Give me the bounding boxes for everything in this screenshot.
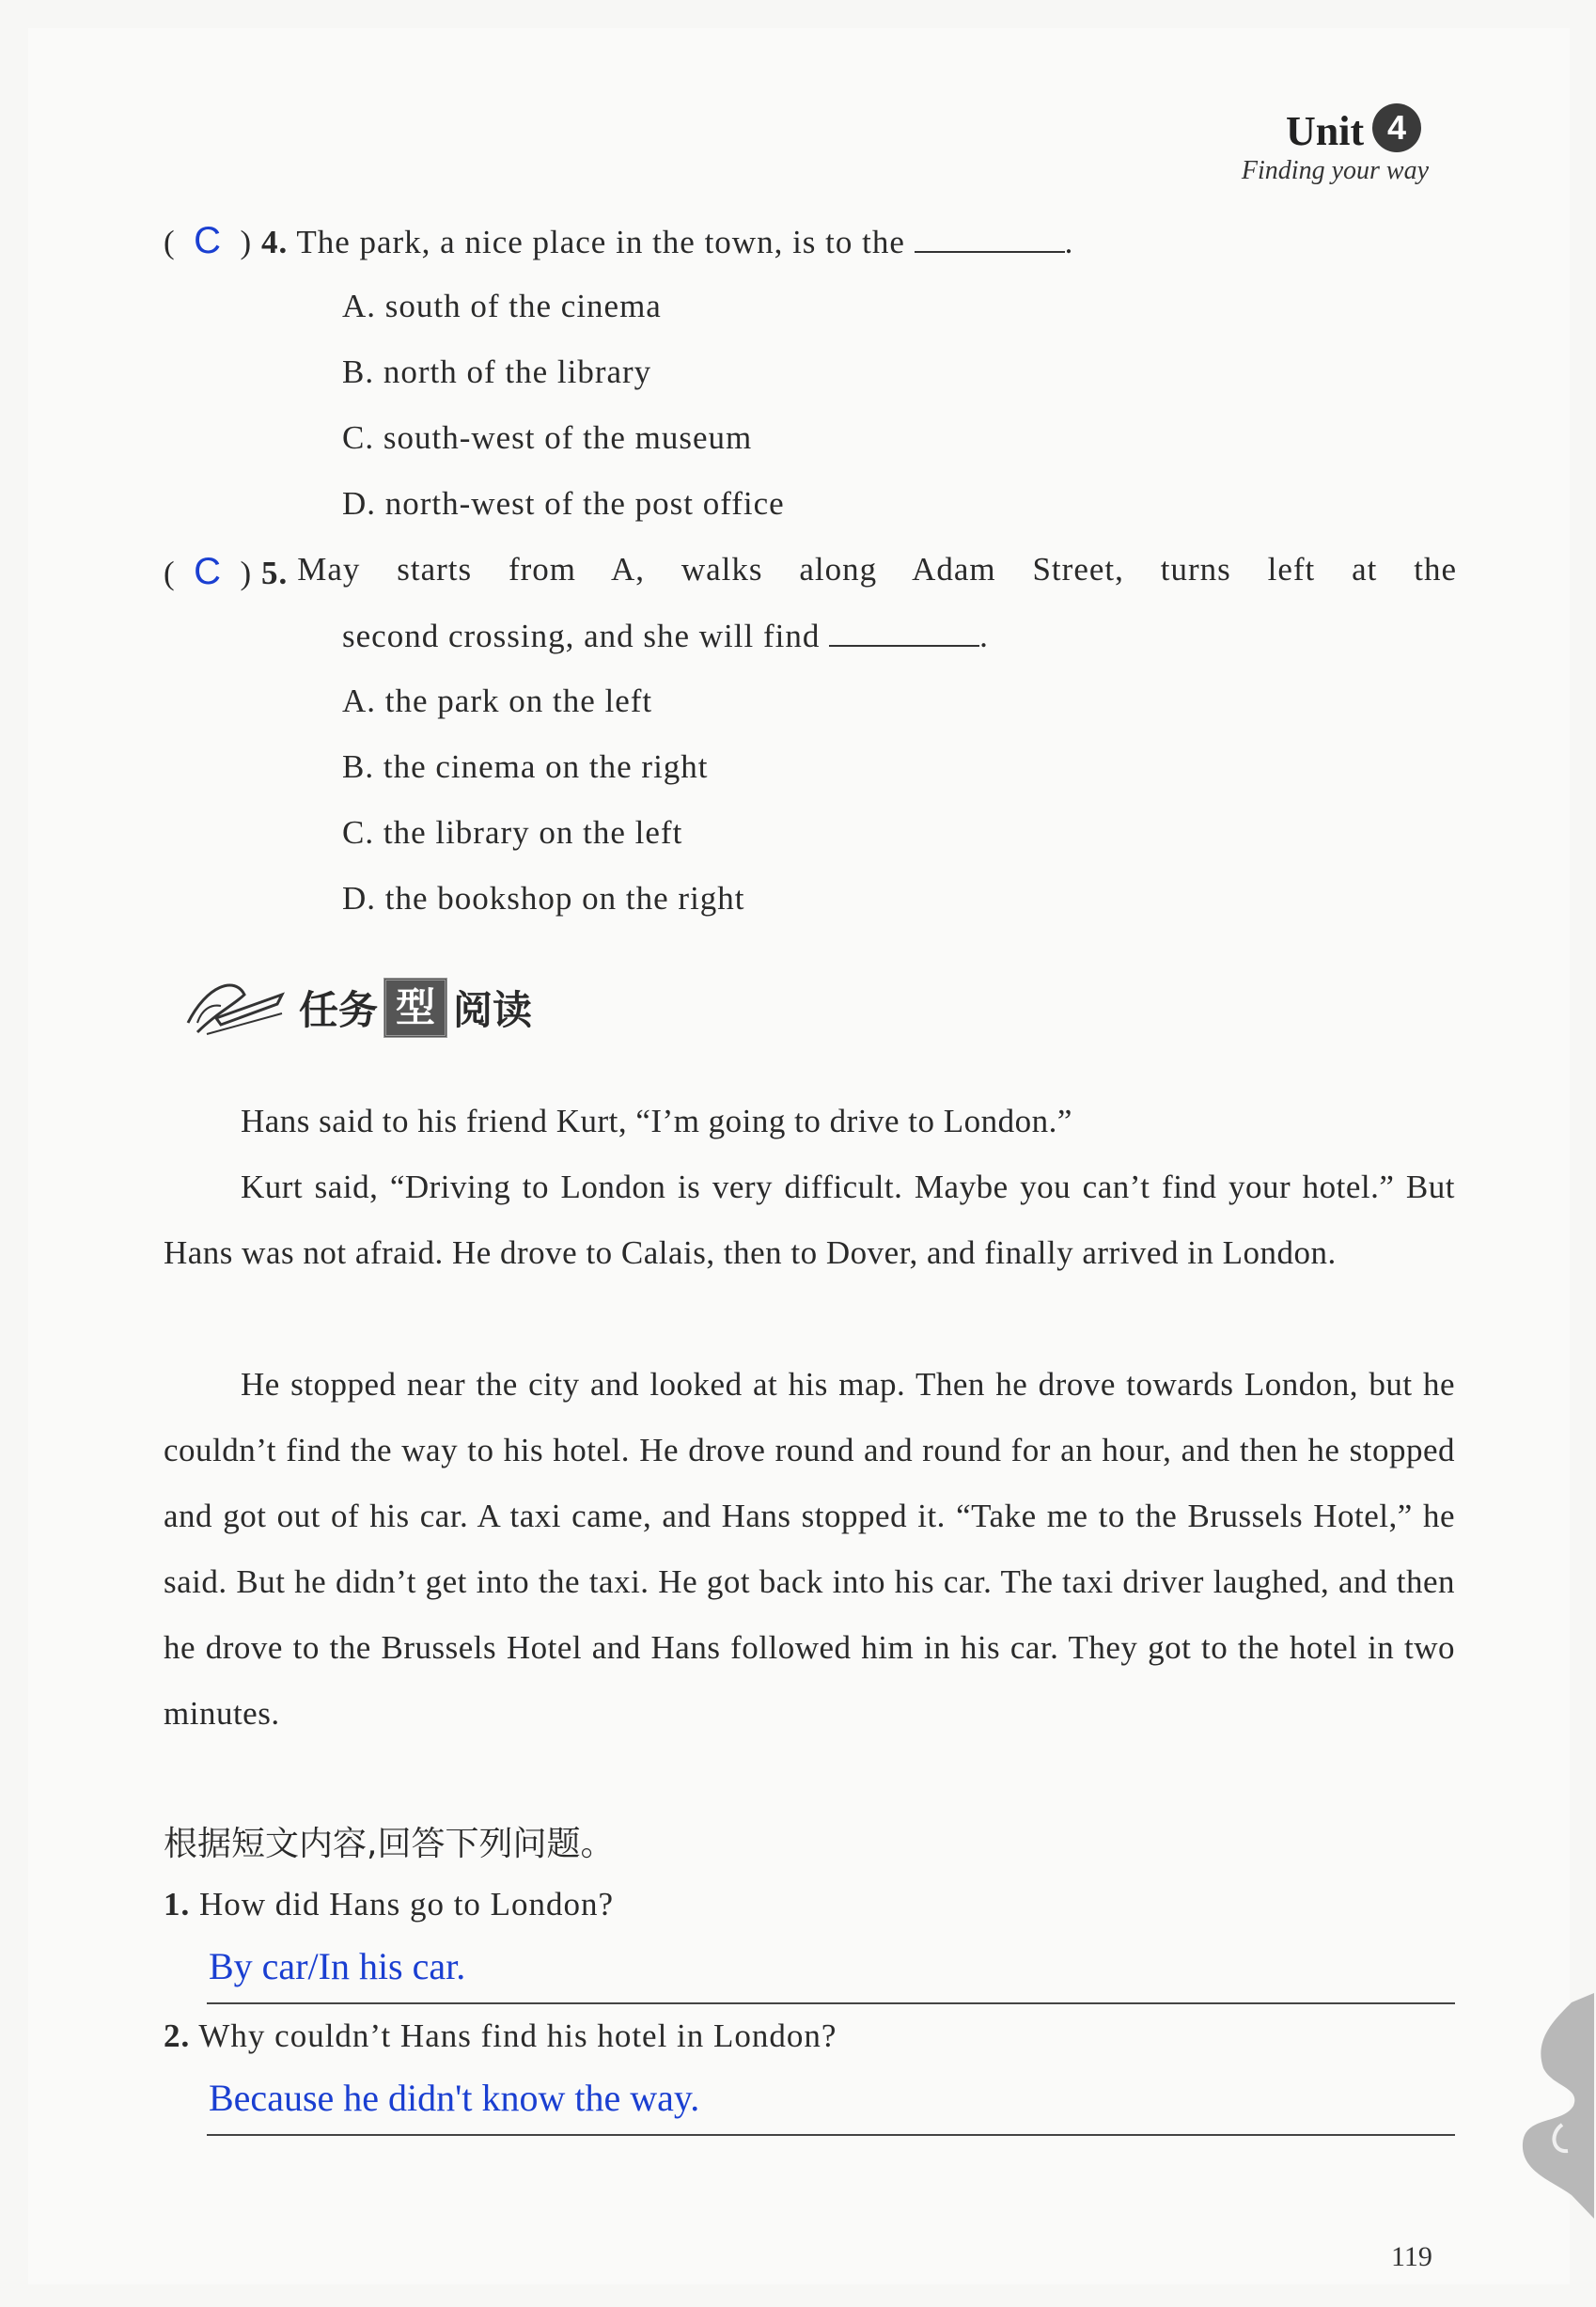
question-5-line-2: second crossing, and she will find . — [342, 618, 989, 654]
section-title-badge: 型 — [383, 978, 447, 1038]
unit-number-badge: 4 — [1372, 103, 1421, 152]
question-4-answer: C — [194, 220, 223, 261]
question-4-number: 4. — [260, 224, 289, 260]
reading-answer-2[interactable]: Because he didn't know the way. — [209, 2077, 700, 2119]
question-5-stem-2: second crossing, and she will find — [342, 618, 821, 654]
question-4-option-c: C. south-west of the museum — [342, 419, 753, 456]
page-number: 119 — [1391, 2241, 1432, 2272]
question-5-blank — [829, 617, 979, 647]
reading-answer-1[interactable]: By car/In his car. — [209, 1945, 466, 1987]
question-5-answer: C — [194, 551, 223, 592]
question-4-option-a: A. south of the cinema — [342, 288, 662, 324]
question-5-number: 5. — [260, 555, 289, 591]
answer-line-2 — [207, 2134, 1455, 2136]
section-title: 任务 型 阅读 — [299, 978, 532, 1038]
decorative-swirl-icon — [1515, 1993, 1594, 2219]
question-5-option-a: A. the park on the left — [342, 683, 653, 719]
question-5-option-c: C. the library on the left — [342, 814, 683, 851]
question-4-blank — [915, 223, 1065, 253]
question-5-line: ( C ) 5. May starts from A, walks along Adam Street, turns left at the — [164, 551, 1457, 592]
question-4-line: ( C ) 4. The park, a nice place in the town, is to the . — [164, 220, 1074, 261]
question-4-option-d: D. north-west of the post office — [342, 485, 785, 522]
question-5-option-d: D. the bookshop on the right — [342, 880, 745, 917]
unit-subtitle: Finding your way — [1241, 156, 1429, 185]
instruction: 根据短文内容,回答下列问题。 — [164, 1825, 615, 1863]
unit-label: Unit — [1286, 108, 1365, 154]
answer-line-1 — [207, 2002, 1455, 2004]
question-5-stem: May starts from A, walks along Adam Street, turns left at the — [297, 551, 1457, 588]
reading-question-1: 1. How did Hans go to London? — [164, 1886, 615, 1922]
question-4-stem: The park, a nice place in the town, is to the — [296, 224, 905, 260]
reading-question-2: 2. Why couldn’t Hans find his hotel in London? — [164, 2017, 837, 2054]
question-5-option-b: B. the cinema on the right — [342, 748, 709, 785]
passage-paragraph-1: Hans said to his friend Kurt, “I’m going to drive to London.” — [241, 1103, 1072, 1139]
passage-paragraph-2: Kurt said, “Driving to London is very difficult. Maybe you can’t find your hotel.” But Hans was not afraid. He drove to Calais, then to Dover, and finally arrived in London. — [164, 1169, 1455, 1271]
question-4-option-b: B. north of the library — [342, 353, 652, 390]
passage-paragraph-3: He stopped near the city and looked at his map. Then he drove towards London, but he couldn’t find the way to his hotel. He drove round and round for an hour, and then he stopped and got out of his car. A taxi came, and Hans stopped it. “Take me to the Brussels Hotel,” he said. But he didn’t get into the taxi. He got back into his car. The taxi driver laughed, and then he drove to the Brussels Hotel and Hans followed him in his car. They got to the hotel in two minutes. — [164, 1366, 1455, 1732]
pen-icon — [179, 966, 291, 1042]
